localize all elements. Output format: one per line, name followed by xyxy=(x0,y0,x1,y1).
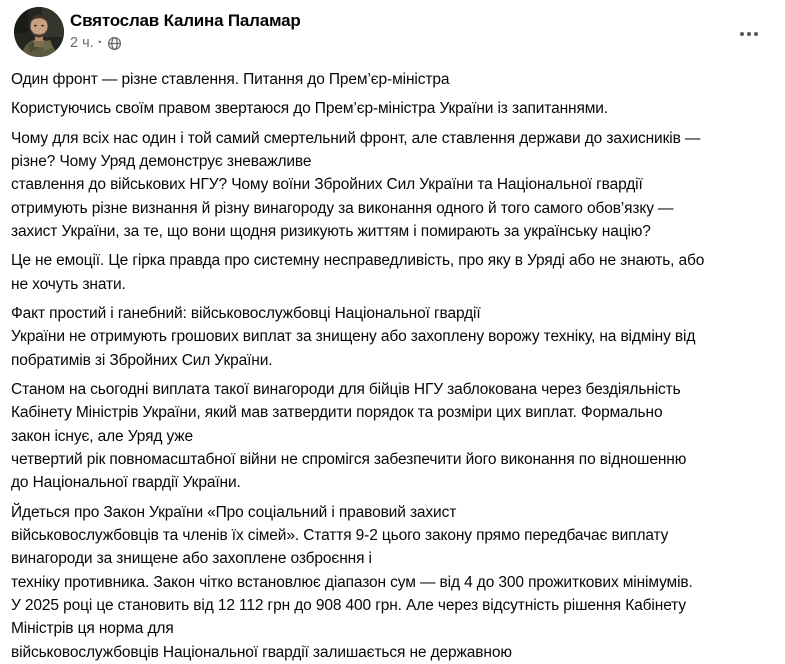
post-text-line: четвертий рік повномасштабної війни не спромігся забезпечити його виконання по відношенню xyxy=(11,450,687,468)
post-paragraph xyxy=(11,97,775,120)
post-text-line: Користуючись своїм правом звертаюся до Прем’єр-міністра України із запитаннями. xyxy=(11,100,608,118)
post-text-line: ставлення до військових НГУ? Чому воїни Збройних Сил України та Національної гвардії xyxy=(11,176,643,194)
post-text-line: різне? Чому Уряд демонструє зневажливе xyxy=(11,152,312,170)
avatar[interactable] xyxy=(14,7,64,57)
post-paragraph xyxy=(11,249,775,296)
post-text-line: військовослужбовців Національної гвардії залишається не державною xyxy=(11,643,512,661)
author-block xyxy=(70,7,301,52)
more-options-button[interactable] xyxy=(731,22,767,46)
post-paragraph xyxy=(11,501,775,664)
post-paragraph xyxy=(11,68,775,91)
post-body xyxy=(0,57,785,664)
ellipsis-dot xyxy=(740,32,745,37)
post-paragraph xyxy=(11,302,775,372)
post-text-line: закон існує, але Уряд уже xyxy=(11,427,194,445)
post-text-line: до Національної гвардії України. xyxy=(11,474,241,492)
post-text-line: Один фронт — різне ставлення. Питання до Прем’єр-міністра xyxy=(11,71,450,88)
meta-separator: · xyxy=(97,35,103,51)
post-text-line: Це не емоції. Це гірка правда про системну несправедливість, про яку в Уряді або не знають, або xyxy=(11,252,705,270)
post-text-line: техніку противника. Закон чітко встановлює діапазон сум — від 4 до 300 прожиткових мінімумів. xyxy=(11,573,693,591)
post-text-line: Чому для всіх нас один і той самий смертельний фронт, але ставлення держави до захисників — xyxy=(11,129,701,147)
post-meta xyxy=(70,34,301,52)
author-name[interactable]: Святослав Калина Паламар xyxy=(70,11,301,30)
globe-icon xyxy=(107,36,122,51)
post-text-line: військовослужбовців та членів їх сімей». Стаття 9-2 цього закону прямо передбачає виплату xyxy=(11,526,669,544)
avatar-image xyxy=(14,7,64,57)
post-text-line: У 2025 році це становить від 12 112 грн до 908 400 грн. Але через відсутність рішення Кабінету xyxy=(11,596,686,614)
post-text-line: винагороди за знищене або захоплене озброєння і xyxy=(11,550,372,568)
post-text-line: не хочуть знати. xyxy=(11,275,126,293)
post-text-line: Факт простий і ганебний: військовослужбовці Національної гвардії xyxy=(11,304,481,322)
ellipsis-dot xyxy=(754,32,759,37)
post-header xyxy=(0,0,785,57)
post-text-line: побратимів зі Збройних Сил України. xyxy=(11,351,273,369)
post-text-line: захист України, за те, що вони щодня ризикують життям і помирають за українську націю? xyxy=(11,222,651,240)
post-paragraph xyxy=(11,127,775,244)
post-text-line: Міністрів ця норма для xyxy=(11,620,174,638)
post-text-line: України не отримують грошових виплат за знищену або захоплену ворожу техніку, на відміну від xyxy=(11,328,696,346)
post-text-line: Станом на сьогодні виплата такої винагороди для бійців НГУ заблокована через бездіяльність xyxy=(11,380,681,398)
post-paragraph xyxy=(11,378,775,495)
post-text-line: Йдеться про Закон України «Про соціальний і правовий захист xyxy=(11,503,457,521)
ellipsis-dot xyxy=(747,32,752,37)
post-text-line: Кабінету Міністрів України, який мав затвердити порядок та розміри цих виплат. Формально xyxy=(11,404,663,422)
post-text-line: отримують різне визнання й різну винагороду за виконання одного й того самого обов’язку — xyxy=(11,199,674,217)
timestamp[interactable]: 2 ч. xyxy=(70,35,94,51)
